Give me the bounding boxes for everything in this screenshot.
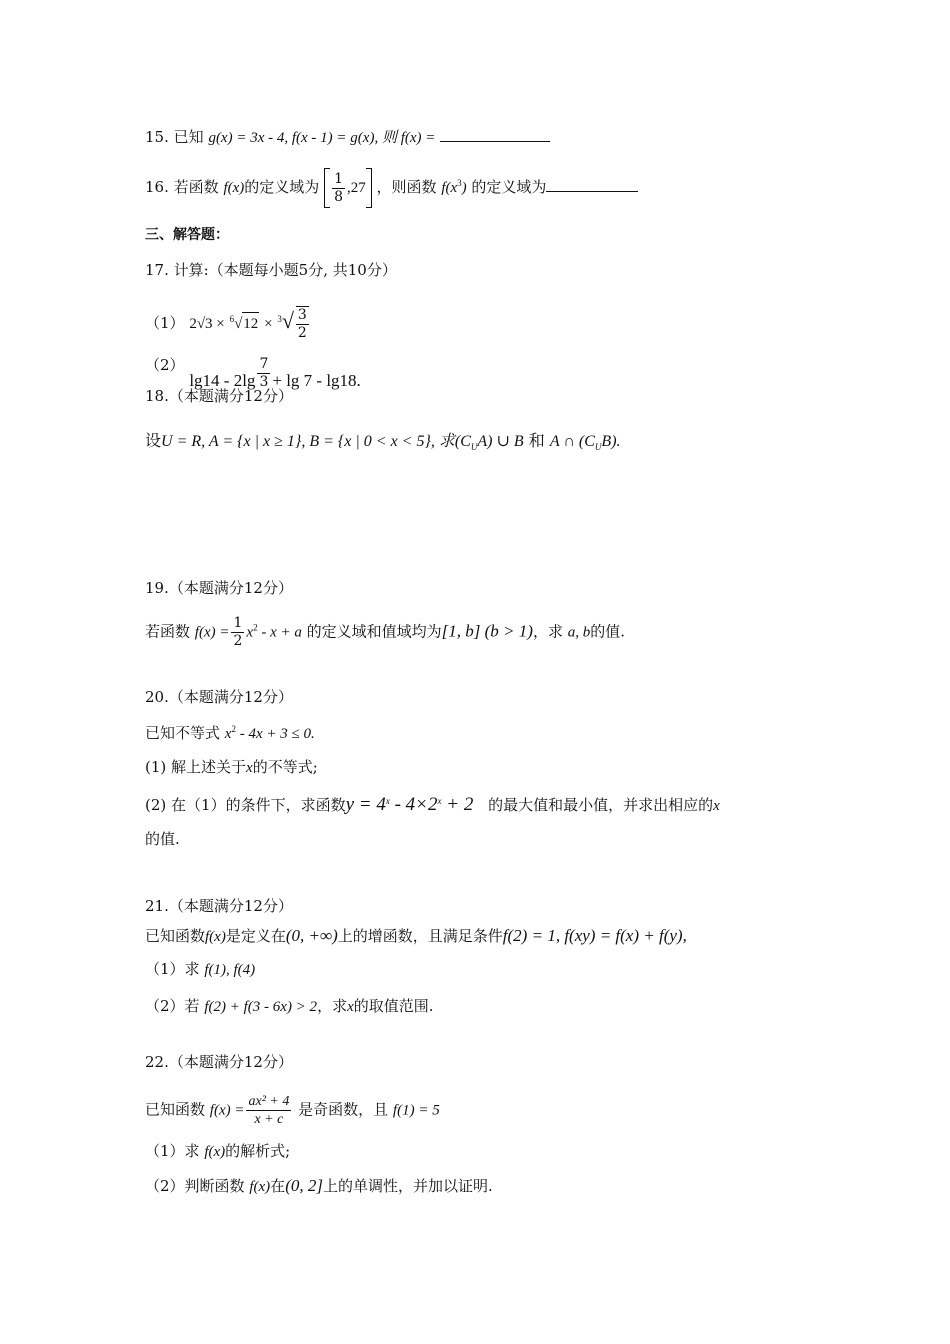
math-expression: g(x) = 3x - 4, f(x - 1) = g(x), 则 f(x) = bbox=[208, 130, 436, 146]
math-expression: f(x bbox=[441, 180, 458, 196]
math-expression: f(x) bbox=[249, 1179, 271, 1195]
question-18-body bbox=[145, 430, 621, 458]
math-expression: A ∩ (C bbox=[549, 433, 595, 450]
question-16 bbox=[145, 168, 638, 208]
question-15 bbox=[145, 126, 550, 149]
question-text: 是定义在 bbox=[225, 927, 286, 945]
math-expression: f(x) bbox=[205, 929, 226, 945]
question-text: 已知不等式 bbox=[145, 724, 221, 742]
fraction-numerator: 1 bbox=[233, 615, 243, 631]
question-20-part-2-cont: 的值. bbox=[145, 830, 180, 848]
question-text: 若函数 bbox=[173, 178, 219, 196]
math-expression: - 4×2 bbox=[389, 794, 438, 815]
fraction-numerator: 7 bbox=[259, 356, 269, 372]
part-label: （2） bbox=[145, 1177, 185, 1195]
answer-blank[interactable] bbox=[546, 177, 638, 192]
question-text: 判断函数 bbox=[184, 1177, 245, 1195]
math-expression: + lg 7 - lg18. bbox=[272, 370, 361, 390]
part-label: （2） bbox=[145, 356, 185, 374]
question-20-body bbox=[145, 718, 315, 745]
math-expression: x bbox=[713, 798, 720, 814]
math-expression: 2√3 × bbox=[189, 316, 225, 332]
math-expression: f(2) + f(3 - 6x) > 2 bbox=[204, 999, 318, 1015]
question-21-title: 21.（本题满分12分） bbox=[145, 897, 293, 915]
math-expression: y = 4 bbox=[345, 794, 386, 815]
question-text: 若函数 bbox=[145, 622, 191, 641]
question-number: 15. bbox=[145, 128, 169, 146]
part-label: (2) bbox=[145, 796, 167, 814]
question-text: 上的单调性，并加以证明. bbox=[322, 1177, 493, 1195]
question-text: 上的增函数，且满足条件 bbox=[337, 927, 503, 945]
math-expression: + 2 bbox=[441, 794, 474, 815]
question-17-title: 17. 计算:（本题每小题5分, 共10分） bbox=[145, 261, 397, 279]
question-text: ，求 bbox=[317, 997, 348, 1015]
question-text: 是奇函数，且 bbox=[298, 1100, 389, 1119]
question-17-part-2 bbox=[145, 354, 361, 389]
question-text: 已知函数 bbox=[145, 1100, 206, 1119]
question-text: 的解析式; bbox=[225, 1142, 291, 1160]
question-22-body bbox=[145, 1093, 440, 1128]
question-21-part-1 bbox=[145, 958, 255, 981]
question-text: 的定义域为 bbox=[244, 178, 320, 196]
math-expression: - x + a bbox=[257, 624, 302, 641]
fraction-denominator: 3 bbox=[259, 374, 269, 390]
part-label: （1） bbox=[145, 960, 185, 978]
question-text: 的定义域为 bbox=[471, 178, 547, 196]
question-text: 解上述关于 bbox=[171, 758, 247, 776]
subscript: U bbox=[594, 442, 602, 453]
question-text: 设 bbox=[145, 431, 162, 450]
math-expression: (0, +∞) bbox=[285, 926, 338, 945]
question-text: 的最大值和最小值，并求出相应的 bbox=[488, 796, 714, 814]
math-expression: A) ∪ B bbox=[477, 433, 524, 450]
question-22-part-1 bbox=[145, 1140, 290, 1163]
math-expression: f(1) = 5 bbox=[392, 1102, 440, 1119]
math-expression: x bbox=[224, 726, 232, 742]
fraction bbox=[332, 171, 345, 206]
math-expression: f(x) bbox=[223, 180, 245, 196]
exponent: x bbox=[437, 796, 442, 806]
question-21-part-2 bbox=[145, 995, 434, 1018]
fraction-denominator: 2 bbox=[233, 633, 243, 649]
question-text: 求 bbox=[184, 960, 200, 978]
question-text: 若 bbox=[184, 997, 200, 1015]
fraction-numerator: ax² + 4 bbox=[248, 1094, 290, 1109]
math-expression: × bbox=[264, 316, 273, 332]
root-index: 3 bbox=[277, 314, 282, 324]
math-expression: - 4x + 3 ≤ 0. bbox=[235, 726, 315, 742]
question-number: 16. bbox=[145, 178, 169, 196]
math-expression: ,27 bbox=[346, 180, 366, 196]
question-text: 在（1）的条件下，求函数 bbox=[171, 796, 346, 814]
question-22-title: 22.（本题满分12分） bbox=[145, 1053, 293, 1071]
math-expression: [1, b] (b > 1) bbox=[441, 621, 533, 641]
fraction bbox=[296, 306, 309, 342]
question-text: 的不等式; bbox=[252, 758, 318, 776]
exponent: 2 bbox=[253, 622, 258, 633]
question-20-title: 20.（本题满分12分） bbox=[145, 688, 293, 706]
question-text: ，则函数 bbox=[376, 178, 437, 196]
question-19-title: 19.（本题满分12分） bbox=[145, 579, 293, 597]
part-label: （1） bbox=[145, 314, 185, 332]
math-expression: U = R, A = {x | x ≥ 1}, B = {x | 0 < x < 5}, 求(C bbox=[161, 433, 471, 450]
question-19-body bbox=[145, 615, 625, 650]
math-expression: a, b bbox=[567, 624, 591, 641]
math-expression: x bbox=[347, 999, 354, 1015]
question-text: 求 bbox=[184, 1142, 200, 1160]
math-expression: B). bbox=[601, 433, 621, 450]
radicand: 12 bbox=[242, 312, 259, 335]
math-expression: x bbox=[246, 624, 254, 641]
math-expression: x bbox=[246, 760, 253, 776]
fraction-denominator: 8 bbox=[334, 188, 343, 205]
answer-blank[interactable] bbox=[440, 127, 550, 142]
question-20-part-2 bbox=[145, 790, 720, 817]
math-expression: (0, 2] bbox=[285, 1176, 323, 1195]
part-label: （2） bbox=[145, 997, 185, 1015]
question-18-title: 18.（本题满分12分） bbox=[145, 387, 293, 405]
fraction-denominator: x + c bbox=[254, 1112, 284, 1127]
section-heading: 三、解答题： bbox=[145, 227, 229, 243]
fraction bbox=[246, 1093, 291, 1128]
math-expression: f(x) bbox=[204, 1144, 226, 1160]
math-expression: f(x) = bbox=[209, 1102, 245, 1119]
question-text: 的定义域和值域均为 bbox=[306, 622, 442, 641]
question-text: 已知 bbox=[173, 128, 204, 146]
question-22-part-2 bbox=[145, 1175, 493, 1198]
fraction-numerator: 3 bbox=[297, 307, 307, 323]
question-text: 和 bbox=[528, 431, 545, 450]
exponent: 3 bbox=[457, 178, 462, 188]
question-text: ，求 bbox=[532, 622, 563, 641]
fraction-numerator: 1 bbox=[334, 170, 343, 187]
math-expression: f(x) = bbox=[194, 624, 230, 641]
question-21-body bbox=[145, 925, 687, 948]
exponent: 2 bbox=[231, 724, 236, 734]
part-label: （1） bbox=[145, 1142, 185, 1160]
fraction-denominator: 2 bbox=[297, 325, 307, 341]
fraction bbox=[231, 615, 244, 650]
root-index: 6 bbox=[229, 314, 235, 324]
exponent: x bbox=[385, 796, 390, 806]
math-expression: ) bbox=[461, 180, 467, 196]
question-text: 的值. bbox=[590, 622, 626, 641]
right-bracket bbox=[366, 168, 372, 208]
question-text: 的取值范围. bbox=[353, 997, 434, 1015]
question-20-part-1 bbox=[145, 756, 318, 779]
question-17-part-1: （1） 2√3 × $^6$√12 × $^3$√ $\frac{3}{2}$ bbox=[145, 307, 307, 341]
math-expression: f(1), f(4) bbox=[204, 962, 256, 978]
left-bracket bbox=[324, 168, 330, 208]
subscript: U bbox=[470, 442, 478, 453]
question-text: 在 bbox=[270, 1177, 286, 1195]
question-text: 已知函数 bbox=[145, 927, 206, 945]
math-expression: f(2) = 1, f(xy) = f(x) + f(y), bbox=[502, 926, 687, 945]
math-expression: lg14 - 2lg bbox=[189, 370, 256, 390]
part-label: (1) bbox=[145, 758, 167, 776]
